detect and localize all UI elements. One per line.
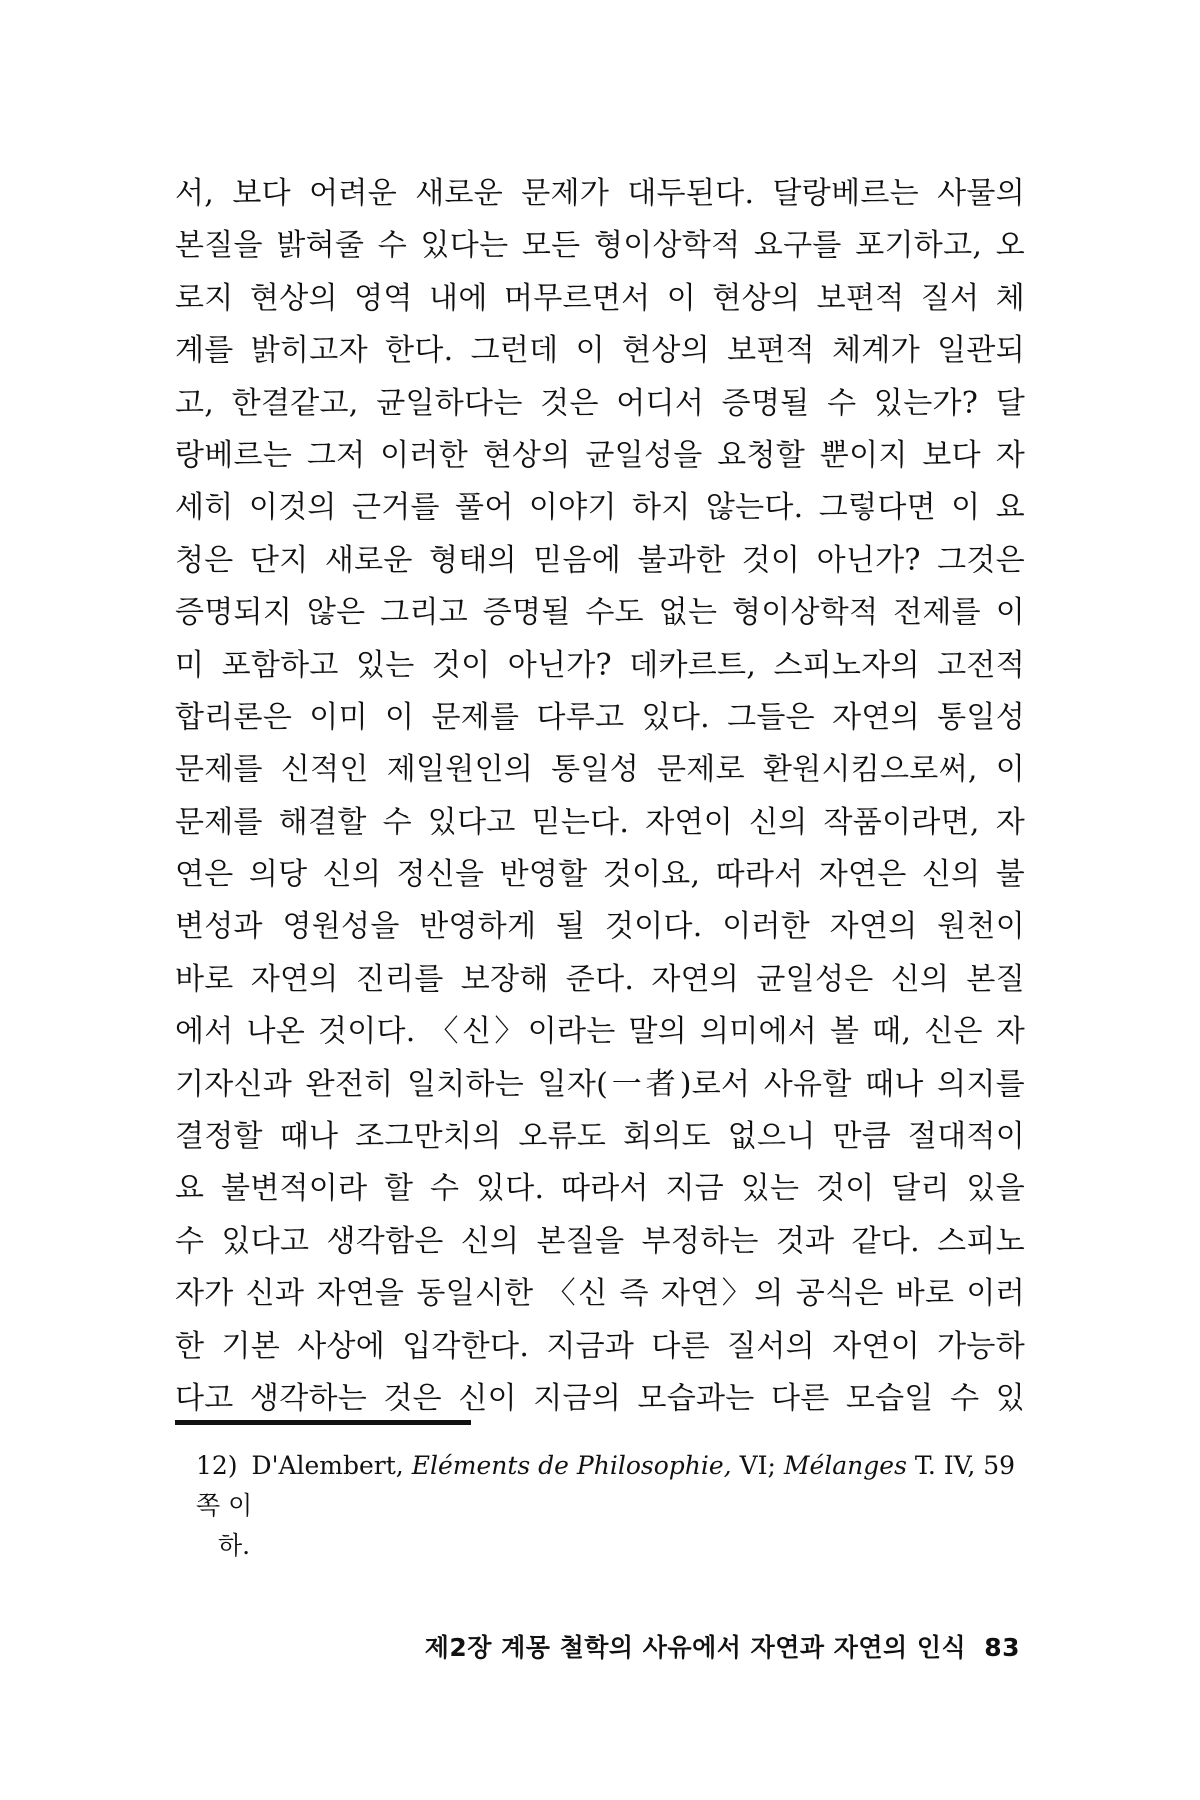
footnote-author: D'Alembert, xyxy=(251,1451,404,1480)
footnote xyxy=(196,1446,1016,1566)
body-text xyxy=(175,168,1025,1425)
text-line: 계를 밝히고자 한다. 그런데 이 현상의 보편적 체계가 일관되 xyxy=(175,333,1025,369)
footnote-volume: VI; xyxy=(739,1451,776,1480)
text-line: 로지 현상의 영역 내에 머무르면서 이 현상의 보편적 질서 체 xyxy=(175,280,1025,316)
text-line: 기자신과 완전히 일치하는 일자(一者)로서 사유할 때나 의지를 xyxy=(175,1066,1025,1102)
footnote-divider xyxy=(175,1420,471,1425)
text-line: 요 불변적이라 할 수 있다. 따라서 지금 있는 것이 달리 있을 xyxy=(175,1171,1025,1207)
text-line: 문제를 신적인 제일원인의 통일성 문제로 환원시킴으로써, 이 xyxy=(175,752,1025,788)
text-line: 합리론은 이미 이 문제를 다루고 있다. 그들은 자연의 통일성 xyxy=(175,699,1025,735)
text-line: 고, 한결같고, 균일하다는 것은 어디서 증명될 수 있는가? 달 xyxy=(175,385,1025,421)
text-line: 본질을 밝혀줄 수 있다는 모든 형이상학적 요구를 포기하고, 오 xyxy=(175,228,1025,264)
text-line: 바로 자연의 진리를 보장해 준다. 자연의 균일성은 신의 본질 xyxy=(175,961,1025,997)
text-line: 자가 신과 자연을 동일시한 〈신 즉 자연〉의 공식은 바로 이러 xyxy=(175,1276,1025,1312)
footnote-series: Mélanges xyxy=(783,1451,907,1480)
text-line: 수 있다고 생각함은 신의 본질을 부정하는 것과 같다. 스피노 xyxy=(175,1223,1025,1259)
text-line: 미 포함하고 있는 것이 아닌가? 데카르트, 스피노자의 고전적 xyxy=(175,647,1025,683)
footnote-continuation: 하. xyxy=(218,1531,251,1560)
text-line: 한 기본 사상에 입각한다. 지금과 다른 질서의 자연이 가능하 xyxy=(175,1328,1025,1364)
text-line: 랑베르는 그저 이러한 현상의 균일성을 요청할 뿐이지 보다 자 xyxy=(175,437,1025,473)
footnote-title: Eléments de Philosophie, xyxy=(411,1451,732,1480)
footnote-reference: T. IV, 59쪽 이 xyxy=(196,1451,1016,1520)
text-line: 문제를 해결할 수 있다고 믿는다. 자연이 신의 작품이라면, 자 xyxy=(175,804,1025,840)
text-line: 세히 이것의 근거를 풀어 이야기 하지 않는다. 그렇다면 이 요 xyxy=(175,490,1025,526)
text-line: 청은 단지 새로운 형태의 믿음에 불과한 것이 아닌가? 그것은 xyxy=(175,542,1025,578)
text-line: 증명되지 않은 그리고 증명될 수도 없는 형이상학적 전제를 이 xyxy=(175,595,1025,631)
running-footer xyxy=(380,1628,1020,1668)
text-line: 연은 의당 신의 정신을 반영할 것이요, 따라서 자연은 신의 불 xyxy=(175,857,1025,893)
chapter-title: 제2장 계몽 철학의 사유에서 자연과 자연의 인식 xyxy=(424,1633,967,1662)
text-line: 변성과 영원성을 반영하게 될 것이다. 이러한 자연의 원천이 xyxy=(175,909,1025,945)
text-line: 에서 나온 것이다. 〈신〉이라는 말의 의미에서 볼 때, 신은 자 xyxy=(175,1014,1025,1050)
footnote-number: 12) xyxy=(196,1451,238,1480)
page-number: 83 xyxy=(984,1633,1020,1662)
text-line: 결정할 때나 조그만치의 오류도 회의도 없으니 만큼 절대적이 xyxy=(175,1119,1025,1155)
text-line: 다고 생각하는 것은 신이 지금의 모습과는 다른 모습일 수 있 xyxy=(175,1380,1025,1416)
text-line: 서, 보다 어려운 새로운 문제가 대두된다. 달랑베르는 사물의 xyxy=(175,176,1025,211)
